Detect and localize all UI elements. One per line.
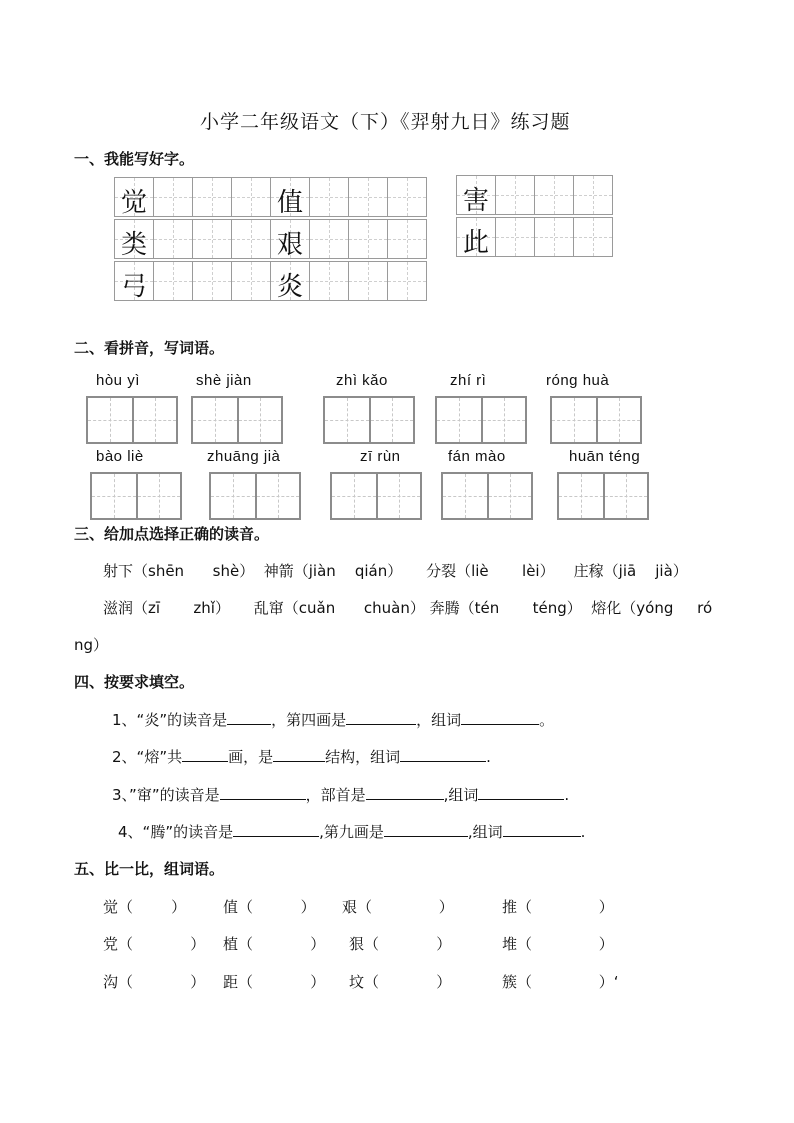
answer-blank[interactable]	[182, 747, 228, 762]
pinyin-label: bào liè	[96, 448, 144, 465]
char-box	[456, 175, 496, 215]
pinyin-label: zī rùn	[360, 448, 401, 465]
fill-question-1	[112, 709, 554, 730]
question-text: 1、“炎”的读音是	[112, 711, 228, 729]
compare-item: 推（ ）	[502, 898, 614, 916]
empty-box[interactable]	[153, 177, 193, 217]
answer-box-pair[interactable]	[330, 472, 422, 520]
fill-question-3	[112, 784, 569, 805]
reading-choice-line-3: ng）	[74, 636, 109, 654]
reading-choice-line-2: 滋润（zī zhǐ） 乱窜（cuǎn chuàn） 奔腾（tén téng） 熔化（yóng ró	[103, 599, 713, 617]
compare-item: 植（ ）	[223, 935, 326, 953]
question-text: ，部首是	[305, 786, 366, 804]
section-5-heading: 五、比一比，组词语。	[74, 860, 225, 878]
question-text: ,组词	[467, 823, 503, 841]
empty-box[interactable]	[387, 177, 427, 217]
section-1-heading: 一、我能写好字。	[74, 150, 195, 168]
model-char: 弓	[120, 272, 147, 302]
writing-grid-row-1	[114, 177, 426, 216]
empty-box[interactable]	[231, 219, 271, 259]
pinyin-label: róng huà	[546, 372, 610, 389]
empty-box[interactable]	[153, 261, 193, 301]
empty-box[interactable]	[192, 177, 232, 217]
model-char: 类	[120, 230, 147, 260]
answer-blank[interactable]	[233, 822, 319, 837]
empty-box[interactable]	[534, 175, 574, 215]
compare-item: 沟（ ）	[103, 973, 206, 991]
compare-item: 值（ ）	[223, 898, 316, 916]
writing-grid-right-row-2	[456, 217, 612, 256]
answer-box-pair[interactable]	[323, 396, 415, 444]
pinyin-label: zhuāng jià	[207, 448, 281, 465]
empty-box[interactable]	[348, 177, 388, 217]
answer-blank[interactable]	[478, 785, 564, 800]
question-text: ,组词	[443, 786, 479, 804]
pinyin-label: hòu yì	[96, 372, 140, 389]
pinyin-label: shè jiàn	[196, 372, 252, 389]
question-text: 画，是	[228, 748, 274, 766]
answer-box-pair[interactable]	[86, 396, 178, 444]
model-char: 值	[276, 188, 303, 218]
char-box	[270, 177, 310, 217]
answer-blank[interactable]	[346, 710, 416, 725]
char-box	[456, 217, 496, 257]
answer-blank[interactable]	[461, 710, 539, 725]
compare-item: 堆（ ）	[502, 935, 614, 953]
answer-box-pair[interactable]	[441, 472, 533, 520]
empty-box[interactable]	[192, 219, 232, 259]
compare-item: 党（ ）	[103, 935, 206, 953]
answer-blank[interactable]	[503, 822, 581, 837]
answer-box-pair[interactable]	[557, 472, 649, 520]
writing-grid-row-3	[114, 261, 426, 300]
answer-blank[interactable]	[384, 822, 468, 837]
question-text: ，组词	[416, 711, 462, 729]
answer-box-pair[interactable]	[209, 472, 301, 520]
answer-blank[interactable]	[366, 785, 444, 800]
char-box	[114, 177, 154, 217]
char-box	[270, 261, 310, 301]
question-text: 3、”窜”的读音是	[112, 786, 220, 804]
char-box	[270, 219, 310, 259]
compare-item: 簇（ ）‘	[502, 973, 619, 991]
model-char: 炎	[276, 272, 303, 302]
question-text: ，第四画是	[271, 711, 347, 729]
question-text: 2、“熔”共	[112, 748, 183, 766]
pinyin-label: zhí rì	[450, 372, 487, 389]
question-text: 4、“腾”的读音是	[118, 823, 234, 841]
pinyin-label: zhì kǎo	[336, 372, 388, 389]
answer-box-pair[interactable]	[90, 472, 182, 520]
section-3-heading: 三、给加点选择正确的读音。	[74, 525, 270, 543]
model-char: 艰	[276, 230, 303, 260]
writing-grid-right-row-1	[456, 175, 612, 214]
question-text: ,第九画是	[319, 823, 384, 841]
empty-box[interactable]	[387, 261, 427, 301]
question-text: .	[486, 748, 491, 766]
char-box	[114, 261, 154, 301]
compare-item: 距（ ）	[223, 973, 326, 991]
section-4-heading: 四、按要求填空。	[74, 673, 195, 691]
question-text: 。	[539, 711, 555, 729]
page-title: 小学二年级语文（下）《羿射九日》练习题	[200, 111, 571, 133]
compare-item: 艰（ ）	[342, 898, 454, 916]
section-2-heading: 二、看拼音，写词语。	[74, 339, 225, 357]
empty-box[interactable]	[348, 261, 388, 301]
question-text: 结构，组词	[325, 748, 401, 766]
answer-blank[interactable]	[400, 747, 486, 762]
empty-box[interactable]	[495, 175, 535, 215]
empty-box[interactable]	[192, 261, 232, 301]
model-char: 觉	[120, 188, 147, 218]
writing-grid-row-2	[114, 219, 426, 258]
empty-box[interactable]	[573, 175, 613, 215]
empty-box[interactable]	[153, 219, 193, 259]
empty-box[interactable]	[348, 219, 388, 259]
empty-box[interactable]	[309, 177, 349, 217]
compare-item: 觉（ ）	[103, 898, 187, 916]
empty-box[interactable]	[231, 261, 271, 301]
answer-blank[interactable]	[273, 747, 325, 762]
empty-box[interactable]	[309, 219, 349, 259]
answer-box-pair[interactable]	[191, 396, 283, 444]
compare-item: 坟（ ）	[349, 973, 452, 991]
empty-box[interactable]	[387, 219, 427, 259]
answer-box-pair[interactable]	[435, 396, 527, 444]
fill-question-4	[118, 821, 585, 842]
answer-box-pair[interactable]	[550, 396, 642, 444]
model-char: 此	[462, 228, 489, 258]
empty-box[interactable]	[573, 217, 613, 257]
empty-box[interactable]	[534, 217, 574, 257]
empty-box[interactable]	[309, 261, 349, 301]
question-text: .	[580, 823, 586, 841]
compare-item: 狠（ ）	[349, 935, 452, 953]
answer-blank[interactable]	[227, 710, 271, 725]
empty-box[interactable]	[495, 217, 535, 257]
fill-question-2	[112, 746, 491, 767]
answer-blank[interactable]	[220, 785, 306, 800]
pinyin-label: fán mào	[448, 448, 506, 465]
empty-box[interactable]	[231, 177, 271, 217]
reading-choice-line-1: 射下（shēn shè） 神箭（jiàn qián） 分裂（liè lèi） 庄稼（jiā jià）	[103, 562, 688, 580]
question-text: .	[564, 786, 570, 804]
model-char: 害	[462, 186, 489, 216]
pinyin-label: huān téng	[569, 448, 641, 465]
char-box	[114, 219, 154, 259]
